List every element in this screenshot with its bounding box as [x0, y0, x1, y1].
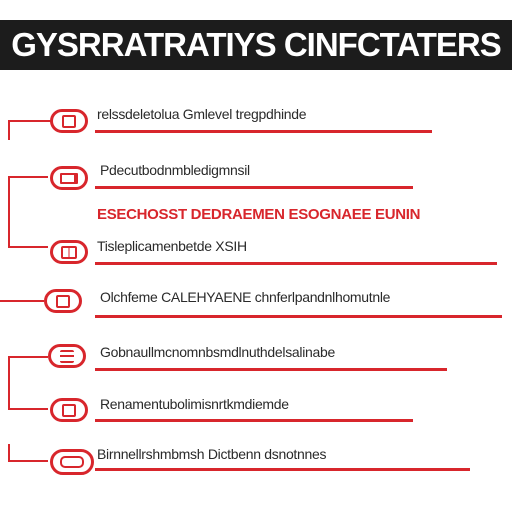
row-marker-6 — [48, 344, 86, 368]
row-label-6: Gobnaullmcnomnbsmdlnuthdelsalinabe — [100, 344, 335, 360]
row-label-4: Tisleplicamenbetde XSIH — [97, 238, 247, 254]
grid-icon — [61, 246, 77, 259]
row-label-8: Birnnellrshmbmsh Dictbenn dsnotnnes — [97, 446, 327, 462]
connector-bracket-4 — [8, 444, 48, 462]
row-underline-8 — [95, 468, 470, 471]
row-label-2: Pdecutbodnmbledigmnsil — [100, 162, 250, 178]
row-label-5: Olchfeme CALEHYAENE chnferlpandnlhomutnle — [100, 289, 391, 305]
tab-icon — [60, 173, 78, 184]
row-marker-5 — [44, 289, 82, 313]
row-marker-8 — [50, 449, 94, 475]
row-marker-4 — [50, 240, 88, 264]
section-heading: ESECHOSST DEDRAEMEN ESOGNAEE EUNIN — [97, 206, 421, 223]
connector-tick-1 — [0, 300, 44, 302]
lines-icon — [60, 350, 74, 363]
connector-bracket-2 — [8, 176, 48, 248]
row-underline-4 — [95, 262, 497, 265]
square-icon — [62, 115, 76, 128]
row-marker-2 — [50, 166, 88, 190]
oval-icon — [60, 456, 84, 468]
row-label-1: relssdeletolua Gmlevel tregpdhinde — [97, 106, 307, 122]
square-icon — [62, 404, 76, 417]
page-title: GYSRRATRATIYS CINFCTATERS — [0, 20, 512, 70]
row-marker-1 — [50, 109, 88, 133]
row-underline-2 — [95, 186, 413, 189]
row-marker-7 — [50, 398, 88, 422]
row-underline-7 — [95, 419, 413, 422]
row-underline-5 — [95, 315, 502, 318]
row-underline-1 — [95, 130, 432, 133]
row-underline-6 — [95, 368, 447, 371]
connector-bracket-3 — [8, 356, 48, 410]
row-label-7: Renamentubolimisnrtkmdiemde — [100, 396, 289, 412]
square-icon — [56, 295, 70, 308]
